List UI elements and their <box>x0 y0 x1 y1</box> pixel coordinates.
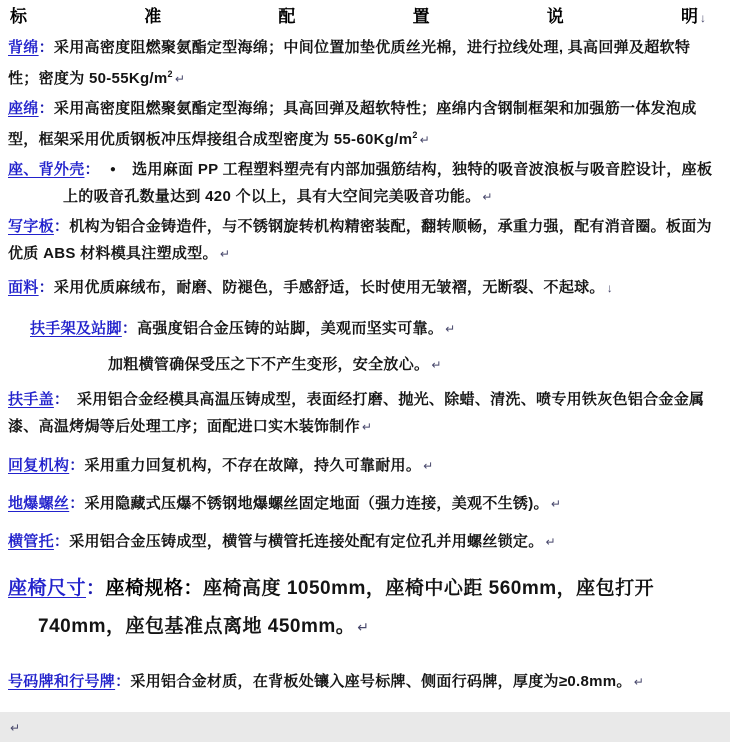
section-colon: ： <box>86 578 106 599</box>
section-label: 扶手架及站脚 <box>30 320 122 337</box>
title-char: 标 <box>10 7 27 26</box>
section-text: 采用铝合金经模具高温压铸成型，表面经打磨、抛光、除蜡、清洗、喷专用铁灰色铝合金金属漆、高温烤焗等后处理工序；面配进口实木装饰制作 <box>8 391 705 435</box>
spec-paragraph <box>8 668 720 696</box>
paragraph-mark: ↵ <box>419 133 431 147</box>
bullet-icon: ● <box>109 164 117 175</box>
spec-paragraph <box>8 315 720 343</box>
section-colon: ： <box>53 391 62 408</box>
paragraph-mark: ↵ <box>550 497 562 511</box>
document-title <box>8 6 720 29</box>
paragraph-mark: ↓ <box>606 281 614 295</box>
paragraph-mark: ↵ <box>423 459 434 473</box>
section-label: 回复机构 <box>8 457 70 474</box>
spec-paragraph <box>8 452 720 480</box>
section-text: 加粗横管确保受压之下不产生变形，安全放心。 <box>108 356 430 373</box>
paragraph-mark: ↵ <box>357 619 370 635</box>
section-text: 采用铝合金压铸成型，横管与横管托连接处配有定位孔并用螺丝锁定。 <box>69 533 544 550</box>
section-colon: ： <box>115 673 131 690</box>
title-char: 准 <box>144 7 162 26</box>
section-text: 座椅高度 1050mm，座椅中心距 560mm，座包打开 740mm，座包基准点离地 450mm。 <box>38 578 655 637</box>
spec-paragraph <box>8 386 720 441</box>
document-body <box>8 34 720 742</box>
title-char: 配 <box>278 7 296 26</box>
section-colon: ： <box>69 457 85 474</box>
spec-paragraph <box>8 570 720 646</box>
section-text: 采用隐藏式压爆不锈钢地爆螺丝固定地面（强力连接，美观不生锈)。 <box>84 495 549 512</box>
spec-paragraph <box>8 34 720 93</box>
spec-paragraph <box>8 714 720 742</box>
section-label: 座、背外壳 <box>8 161 85 178</box>
section-label: 座椅尺寸 <box>8 578 87 599</box>
section-colon: ： <box>38 279 54 296</box>
superscript: 2 <box>412 130 418 140</box>
paragraph-mark: ↵ <box>174 72 186 86</box>
section-colon: ： <box>53 533 70 550</box>
section-label: 扶手盖 <box>8 391 54 408</box>
section-label: 面料 <box>8 279 39 296</box>
title-char: 置 <box>412 7 430 26</box>
section-label: 号码牌和行号牌 <box>8 673 116 690</box>
section-colon: ： <box>84 161 100 178</box>
superscript: 2 <box>167 69 173 79</box>
strong-text: 座椅规格： <box>105 578 204 599</box>
spec-paragraph <box>8 274 720 302</box>
paragraph-mark: ↵ <box>633 675 645 689</box>
paragraph-mark: ↵ <box>482 190 493 204</box>
title-char: 明 ↓ <box>680 7 706 26</box>
section-colon: ： <box>121 320 138 337</box>
section-text: 选用麻面 PP 工程塑料塑壳有内部加强筋结构，独特的吸音波浪板与吸音腔设计，座板上的吸音孔数量达到 420 个以上，具有大空间完美吸音功能。 <box>63 161 713 205</box>
section-text: 采用优质麻绒布，耐磨、防褪色，手感舒适，长时使用无皱褶，无断裂、不起球。 <box>53 279 605 296</box>
section-label: 座绵 <box>8 100 39 117</box>
section-text: 机构为铝合金铸造件，与不锈钢旋转机构精密装配，翻转顺畅，承重力强，配有消音圈。板面为优质 ABS 材料模具注塑成型。 <box>8 218 712 262</box>
spec-paragraph <box>8 95 720 154</box>
section-label: 写字板 <box>8 218 54 235</box>
section-colon: ： <box>38 100 54 117</box>
paragraph-mark: ↵ <box>10 721 21 735</box>
spec-paragraph <box>8 351 720 379</box>
spec-paragraph <box>8 528 720 556</box>
paragraph-mark: ↵ <box>361 420 373 434</box>
spec-paragraph <box>8 490 720 518</box>
line-break-mark: ↓ <box>699 11 706 25</box>
spec-paragraph <box>8 156 720 211</box>
section-text: 高强度铝合金压铸的站脚，美观而坚实可靠。 <box>137 320 444 337</box>
section-label: 地爆螺丝 <box>8 495 70 512</box>
section-text: 采用高密度阻燃聚氨酯定型海绵；中间位置加垫优质丝光棉，进行拉线处理, 具高回弹及超软特性；密度为 50-55Kg/m <box>8 39 691 87</box>
title-char: 说 <box>546 7 564 26</box>
section-label: 背绵 <box>8 39 39 56</box>
paragraph-mark: ↵ <box>445 322 456 336</box>
section-label: 横管托 <box>8 533 54 550</box>
section-text: 采用高密度阻燃聚氨酯定型海绵；具高回弹及超软特性；座绵内含钢制框架和加强筋一体发泡成型，框架采用优质钢板冲压焊接组合成型密度为 55-60Kg/m <box>8 100 697 148</box>
section-colon: ： <box>69 495 85 512</box>
paragraph-mark: ↵ <box>431 358 442 372</box>
paragraph-mark: ↵ <box>545 535 556 549</box>
section-colon: ： <box>53 218 70 235</box>
section-text: 采用重力回复机构，不存在故障，持久可靠耐用。 <box>84 457 422 474</box>
paragraph-mark: ↵ <box>219 247 231 261</box>
section-text: 采用铝合金材质，在背板处镶入座号标牌、侧面行码牌，厚度为≥0.8mm。 <box>130 673 632 690</box>
spec-paragraph <box>8 213 720 268</box>
section-colon: ： <box>38 39 54 56</box>
